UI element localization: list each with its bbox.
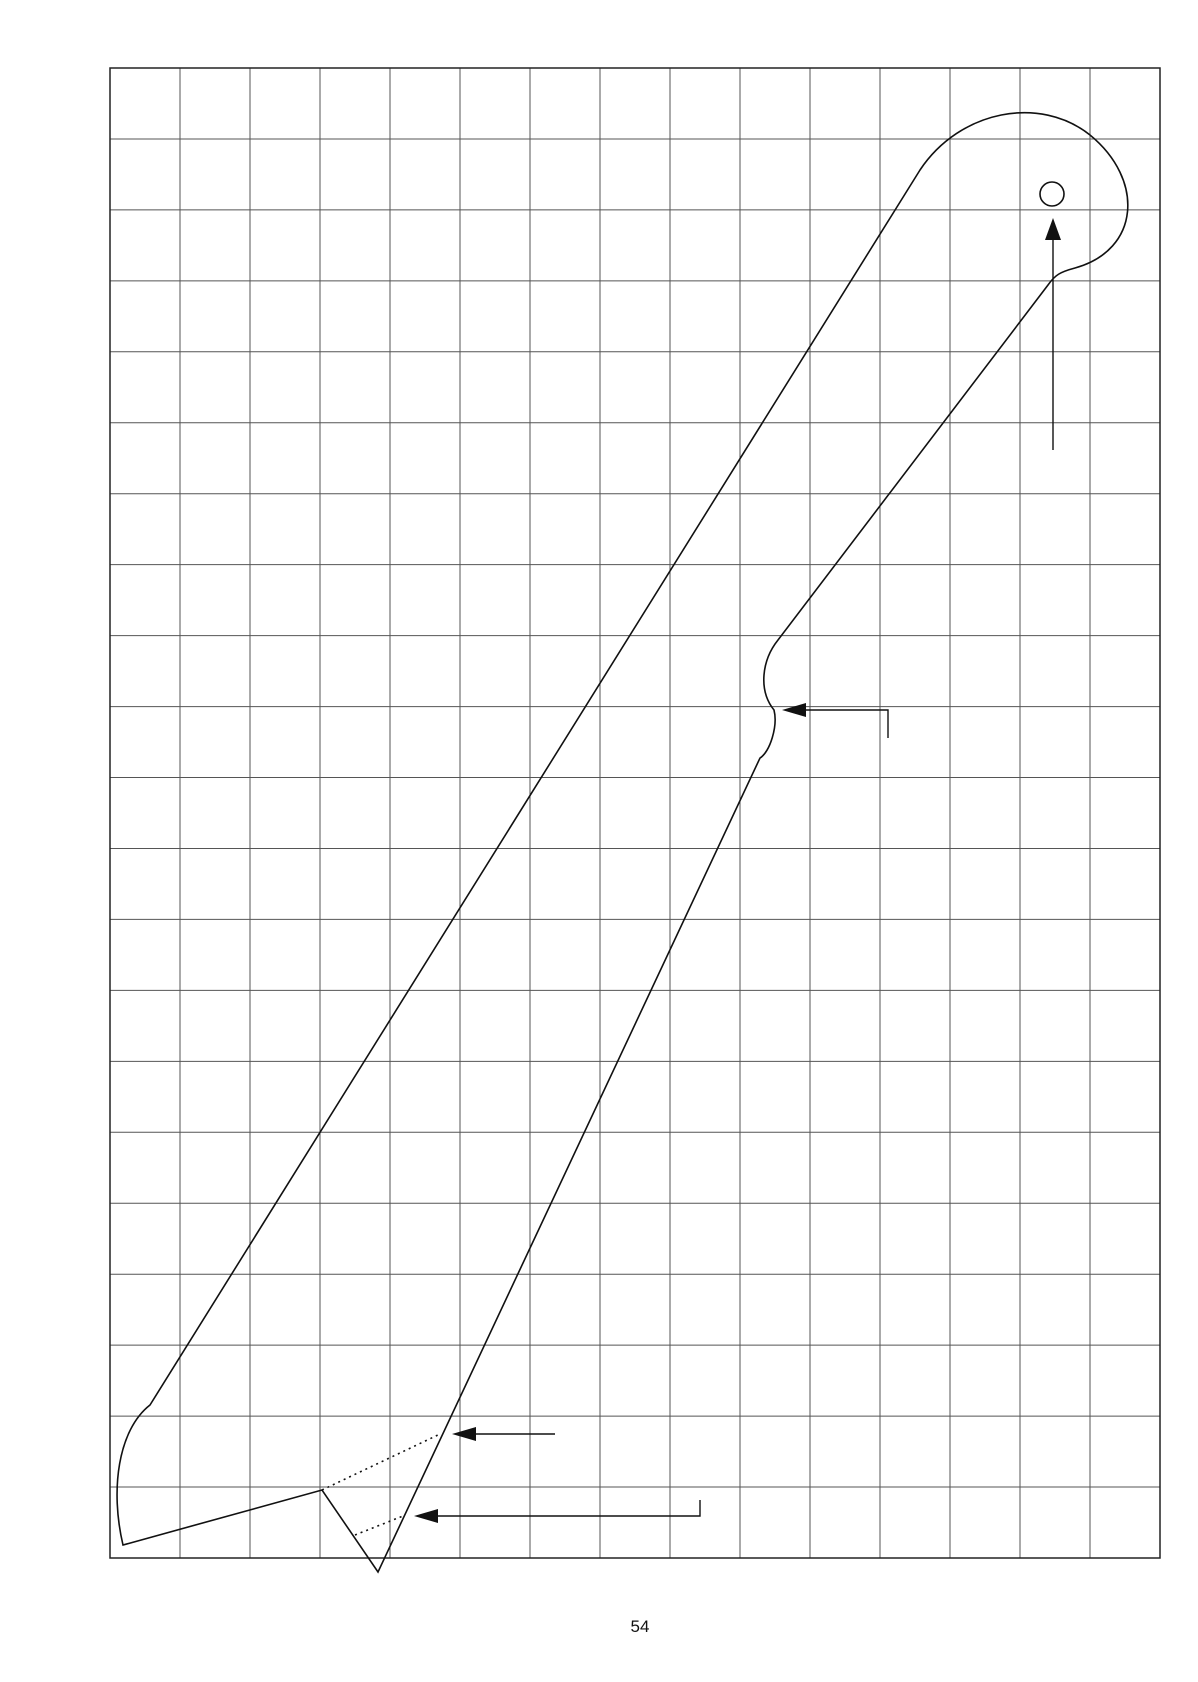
shoulder-arrow-icon [800, 710, 888, 738]
hanging-hole-icon [1040, 182, 1064, 206]
shoulder-arrowhead-icon [782, 703, 806, 717]
cut-half-arrowhead-icon [414, 1509, 438, 1523]
cut-line-quarter [322, 1434, 440, 1490]
cut-line-half [355, 1516, 403, 1535]
page-number: 54 [630, 1617, 650, 1636]
grid-border [110, 68, 1160, 1558]
hole-arrowhead-icon [1045, 218, 1061, 240]
cut-quarter-arrowhead-icon [452, 1427, 476, 1441]
grid [110, 68, 1160, 1558]
cut-half-arrow-icon [432, 1500, 700, 1516]
push-stick-outline [117, 113, 1128, 1572]
